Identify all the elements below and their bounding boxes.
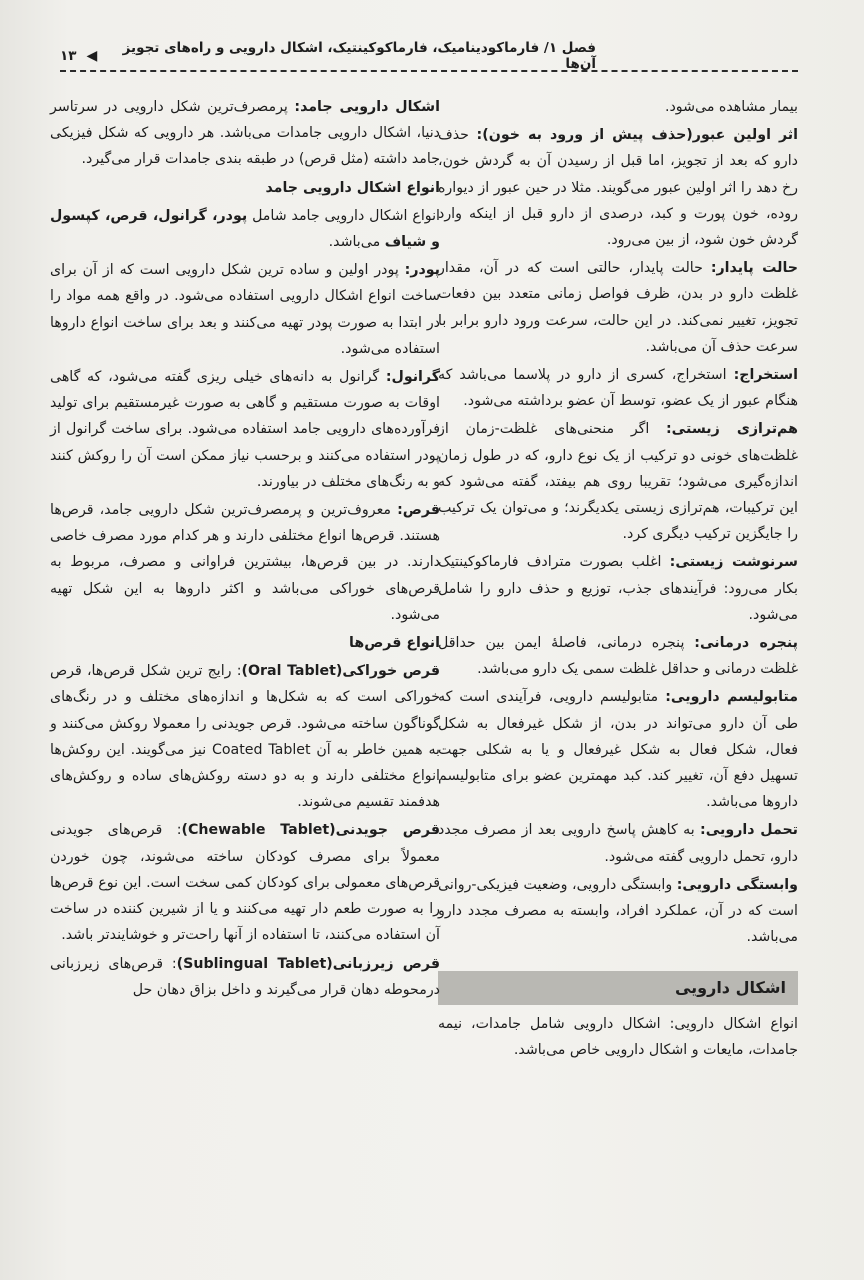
english-term: Coated Tablet <box>211 741 311 758</box>
term-label: قرص زیرزبانی <box>332 955 441 972</box>
term-label: پودر، گرانول، قرص، کپسول و شیاف <box>50 207 440 251</box>
term-label: حالت پایدار: <box>710 260 799 277</box>
definition-extraction <box>438 362 798 414</box>
term-text: وابستگی دارویی، وضعیت فیزیکی-روانی است که در آن، عملکرد افراد، وابسته به مصرف مجدد دارو می‌باشد. <box>438 876 798 946</box>
term-text: : رایج ترین شکل قرص‌ها، قرص خوراکی است که به شکل‌ها و اندازه‌های مختلف و در رنگ‌های گوناگون ساخته می‌شود. قرص جویدنی را معمولا روکش می‌کنند و به همین خاطر به آن <box>50 663 440 758</box>
right-column <box>438 94 798 1065</box>
english-term: (Sublingual Tablet) <box>176 955 333 972</box>
running-header <box>60 40 596 72</box>
term-label: وابستگی دارویی: <box>676 876 798 893</box>
paragraph-solid-forms <box>50 94 440 173</box>
term-text: اغلب بصورت مترادف فارماکوکینتیک بکار می‌رود: فرآیندهای جذب، توزیع و حذف دارو را شامل می‌شود. <box>438 554 798 623</box>
paragraph-oral-tablet <box>50 658 440 815</box>
text-fragment: می‌باشد. <box>328 234 385 251</box>
term-label: اثر اولین عبور(حذف پیش از ورود به خون): <box>476 127 798 144</box>
term-label: قرص خوراکی <box>342 663 440 680</box>
term-label: هم‌ترازی زیستی: <box>666 421 798 438</box>
term-label: سرنوشت زیستی: <box>669 554 798 571</box>
paragraph-solid-types <box>50 203 440 255</box>
intro-line: بیمار مشاهده می‌شود. <box>664 99 798 115</box>
term-text: حذف دارو که بعد از تجویز، اما قبل از رسیدن آن به گردش خون، رخ دهد را اثر اولین عبور می‌گویند. مثلا در حین عبور از دیواره روده، خون پورت و کبد، درصدی از دارو قبل از اینکه وارد گردش خون شود، از بین می‌رود. <box>438 127 798 249</box>
subheading-tablet-types: انواع قرص‌ها <box>349 635 440 652</box>
subheading-solid-types: انواع اشکال دارویی جامد <box>265 179 440 196</box>
arrow-icon: ◀ <box>86 48 98 64</box>
term-label: گرانول: <box>385 369 440 386</box>
term-text: : قرص‌های جویدنی معمولاً برای مصرف کودکان ساخته می‌شوند، چون خوردن قرص‌های معمولی برای کودکان کمی سخت است. این نوع قرص‌ها را به صورت طعم دار تهیه می‌کنند و یا از شیرین کننده در ساخت آن استفاده می‌کنند، تا استفاده از آنها راحت‌تر و خوشایندتر باشد. <box>50 822 440 944</box>
definition-tolerance <box>438 817 798 869</box>
term-text: معروف‌ترین و پرمصرف‌ترین شکل دارویی جامد، قرص‌ها هستند. قرص‌ها انواع مختلفی دارند و هر کدام مورد مصرف خاصی دارند. در بین قرص‌ها، بیشترین فراوانی و مصرف، مربوط به قرص‌های خوراکی می‌باشد و اکثر داروها به این شکل تهیه می‌شود. <box>50 502 440 623</box>
term-text: پرمصرف‌ترین شکل دارویی در سرتاسر دنیا، اشکال دارویی جامدات می‌باشد. هر دارویی که شکل فیزیکی جامد داشته (مثل قرص) در طبقه بندی جامدات قرار می‌گیرد. <box>50 99 440 168</box>
paragraph-sublingual-tablet <box>50 951 440 1003</box>
paragraph-chewable-tablet <box>50 817 440 948</box>
definition-therapeutic-window <box>438 630 798 682</box>
definition-dependence <box>438 872 798 951</box>
section-intro: انواع اشکال دارویی: اشکال دارویی شامل جامدات، نیمه جامدات، مایعات و اشکال دارویی خاص می‌باشد. <box>438 1015 798 1058</box>
term-text: به کاهش پاسخ دارویی بعد از مصرف مجدد دارو، تحمل دارویی گفته می‌شود. <box>438 822 798 865</box>
section-heading-dosage-forms: اشکال دارویی <box>438 971 798 1005</box>
term-label: پودر: <box>404 262 440 279</box>
page-number-block <box>60 48 97 64</box>
page-number: ۱۳ <box>60 48 77 64</box>
term-text: پودر اولین و ساده ترین شکل دارویی است که از آن برای ساخت انواع اشکال دارویی استفاده می‌شود. در واقع همه مواد را در ابتدا به صورت پودر تهیه می‌کنند و بعد برای ساخت انواع داروها استفاده می‌شود. <box>50 262 440 357</box>
term-text: : قرص‌های زیرزبانی درمحوطه دهان قرار می‌گیرند و داخل بزاق دهان حل <box>50 955 440 998</box>
english-term: (Chewable Tablet) <box>181 822 336 839</box>
term-label: متابولیسم دارویی: <box>665 689 798 706</box>
term-label: اشکال دارویی جامد: <box>294 99 440 115</box>
term-text: اگر منحنی‌های غلظت-زمان از غلظت‌های خونی دو ترکیب از یک نوع دارو، که در طول زمان اندازه‌گیری می‌شود؛ تقریبا روی هم بیفتد، گفته می‌شود که این ترکیبات، هم‌ترازی زیستی یکدیگرند؛ و می‌توان یک ترکیب را جایگزین ترکیب دیگری کرد. <box>438 421 798 543</box>
header-divider <box>60 70 798 72</box>
text-fragment: انواع اشکال دارویی جامد شامل <box>247 207 440 224</box>
definition-first-pass <box>438 122 798 253</box>
paragraph-granule <box>50 364 440 495</box>
term-text: گرانول به دانه‌های خیلی ریزی گفته می‌شود، که گاهی اوقات به صورت مستقیم و گاهی به صورت غیرمستقیم برای تولید فرآورده‌های دارویی جامد استفاده می‌شود. برای ساخت گرانول از پودر استفاده می‌کنند و برحسب نیاز ممکن است آن را روکش کنند و به رنگ‌های مختلف در بیاورند. <box>50 369 440 490</box>
left-column <box>50 94 440 1005</box>
english-term: (Oral Tablet) <box>241 663 343 680</box>
definition-bioequivalence <box>438 416 798 547</box>
term-label: پنجره درمانی: <box>694 635 799 652</box>
term-text: استخراج، کسری از دارو در پلاسما می‌باشد که هنگام عبور از یک عضو، توسط آن عضو برداشته می‌شود. <box>438 367 798 410</box>
term-text: حالت پایدار، حالتی است که در آن، مقدار غلظت دارو در بدن، ظرف فواصل زمانی متعدد بین دفعات تجویز، تغییر نمی‌کند. در این حالت، سرعت ورود دارو برابر با سرعت حذف آن می‌باشد. <box>438 260 798 355</box>
term-text: نیز می‌گویند. این روکش‌ها انواع مختلفی دارند و به دو دسته روکش‌های ساده و روکش‌های هدفمند تقسیم می‌شوند. <box>50 741 440 811</box>
paragraph-tablet <box>50 497 440 628</box>
term-label: استخراج: <box>733 367 798 384</box>
definition-disposition <box>438 549 798 628</box>
chapter-title: فصل ۱/ فارماکودینامیک، فارماکوکینتیک، اشکال دارویی و راه‌های تجویز آن‌ها <box>122 40 596 72</box>
term-text: متابولیسم دارویی، فرآیندی است که طی آن دارو می‌تواند در بدن، از شکل غیرفعال به شکل فعال، شکل فعال به شکل غیرفعال و یا به شکلی جهت تسهیل دفع آن، تغییر کند. کبد مهمترین عضو برای متابولیسم داروها می‌باشد. <box>438 689 798 811</box>
term-label: قرص جویدنی <box>335 822 440 839</box>
definition-steady-state <box>438 255 798 360</box>
term-label: تحمل دارویی: <box>700 822 799 839</box>
paragraph-powder <box>50 257 440 362</box>
term-label: قرص: <box>397 502 440 519</box>
definition-metabolism <box>438 684 798 815</box>
term-text: پنجره درمانی، فاصلهٔ ایمن بین حداقل غلظت درمانی و حداقل غلظت سمی یک دارو می‌باشد. <box>438 635 798 678</box>
